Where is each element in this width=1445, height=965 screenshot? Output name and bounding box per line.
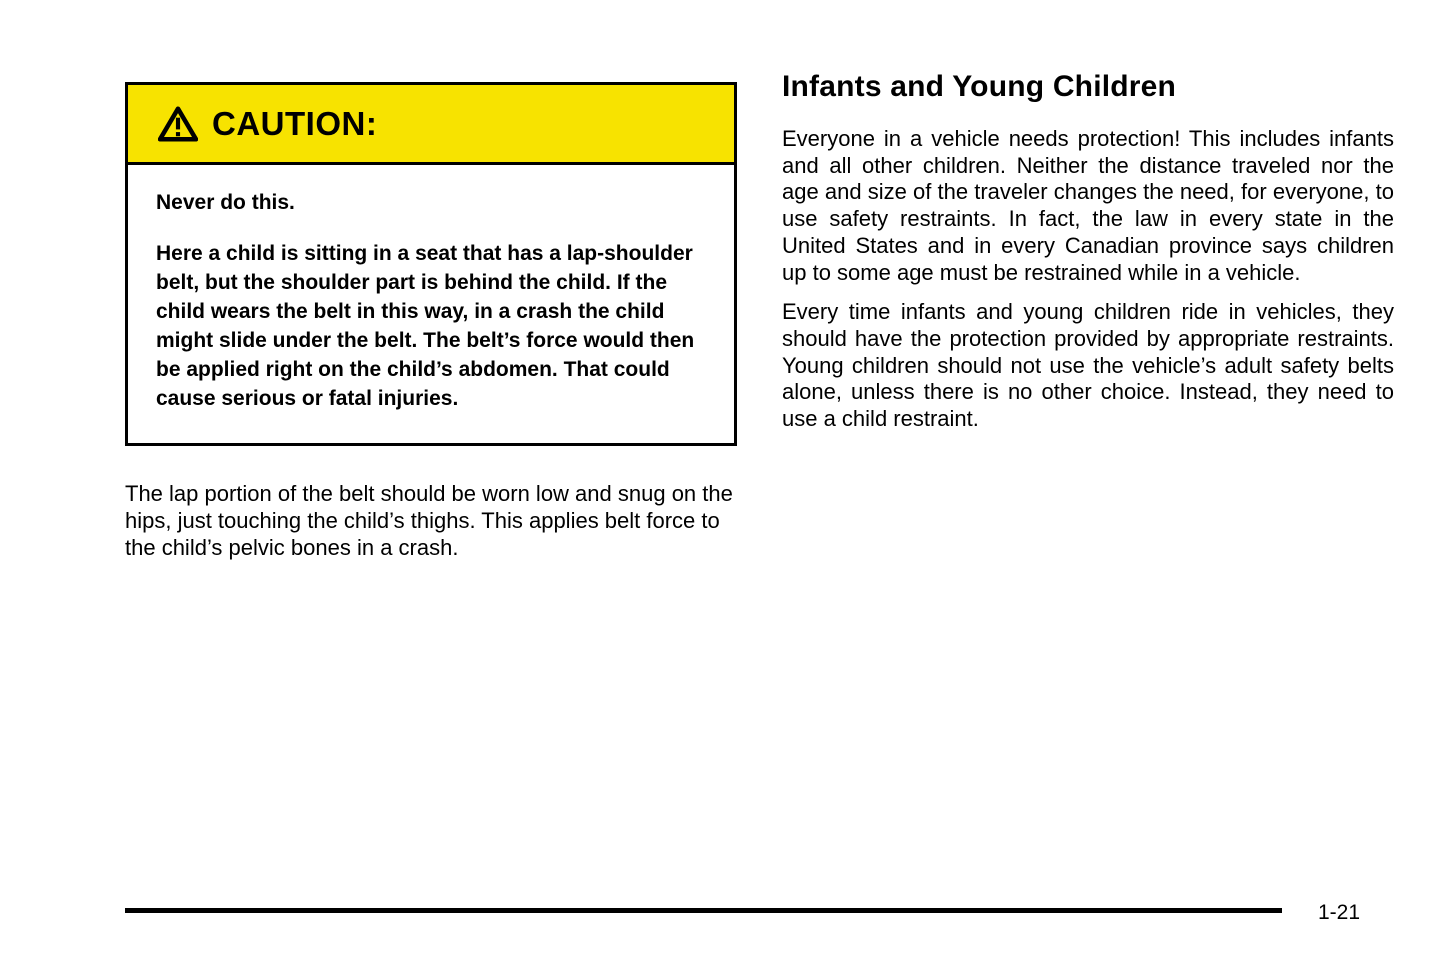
- caution-box: [125, 82, 737, 446]
- caution-title: CAUTION:: [212, 104, 378, 142]
- caution-body: [128, 165, 734, 443]
- section-heading-infants-and-young-children: Infants and Young Children: [782, 70, 1177, 103]
- infants-paragraph-2: Every time infants and young children ride in vehicles, they should have the protection provided by appropriate restraints. Young children should not use the vehicle’s adult safety belts alone, unless there is no other choice. Instead, they need to use a child restraint.: [782, 299, 1394, 432]
- infants-paragraph-1: Everyone in a vehicle needs protection! This includes infants and all other children. Neither the distance traveled nor the age and size of the traveler changes the need, for everyone, to use safety restraints. In fact, the law in every state in the United States and in every Canadian province says children up to some age must be restrained while in a vehicle.: [782, 126, 1394, 285]
- footer-rule: [125, 908, 1282, 913]
- warning-triangle-icon: [158, 106, 198, 142]
- page-number: 1-21: [1318, 901, 1361, 924]
- right-column: [782, 70, 1394, 446]
- caution-subtitle: Never do this.: [156, 191, 295, 214]
- caution-body-text: Here a child is sitting in a seat that has a lap-shoulder belt, but the shoulder part is behind the child. If the child wears the belt in this way, in a crash the child might slide under the belt. The belt’s force would then be applied right on the child’s abdomen. That could cause serious or fatal injuries.: [156, 242, 695, 410]
- caution-header: [128, 85, 734, 165]
- lap-belt-paragraph: The lap portion of the belt should be worn low and snug on the hips, just touching the child’s thighs. This applies belt force to the child’s pelvic bones in a crash.: [125, 481, 733, 560]
